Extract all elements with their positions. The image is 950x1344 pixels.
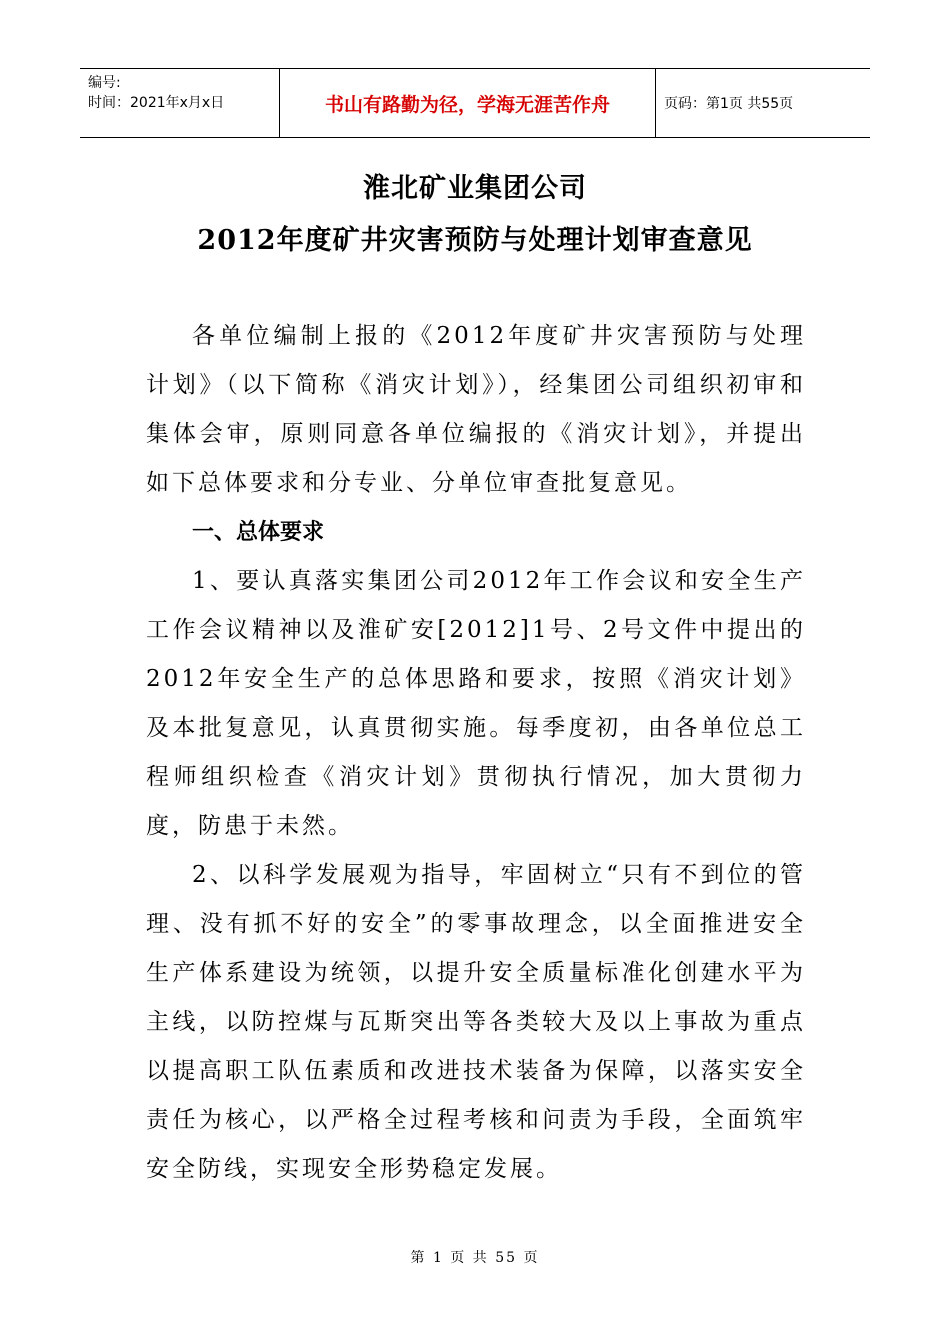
- header-meta-cell: [80, 69, 280, 137]
- document-title-line1: 淮北矿业集团公司: [363, 173, 587, 204]
- page-footer: 第 1 页 共 55 页: [410, 1250, 540, 1266]
- paragraph-item-1: 1、要认真落实集团公司2012年工作会议和安全生产工作会议精神以及淮矿安[2012]1号、2号文件中提出的2012年安全生产的总体思路和要求，按照《消灾计划》及本批复意见，认真贯彻实施。每季度初，由各单位总工程师组织检查《消灾计划》贯彻执行情况，加大贯彻力度，防患于未然。: [146, 568, 806, 839]
- paragraph-item-2: 2、以科学发展观为指导，牢固树立“只有不到位的管理、没有抓不好的安全”的零事故理念，以全面推进安全生产体系建设为统领，以提升安全质量标准化创建水平为主线，以防控煤与瓦斯突出等各类较大及以上事故为重点以提高职工队伍素质和改进技术装备为保障，以落实安全责任为核心，以严格全过程考核和问责为手段，全面筑牢安全防线，实现安全形势稳定发展。: [146, 862, 806, 1182]
- page-code: 页码：第1页 共55页: [664, 96, 794, 112]
- header-table: [80, 68, 870, 138]
- document-body: [146, 312, 806, 1194]
- document-title-line2: 2012年度矿井灾害预防与处理计划审查意见: [197, 225, 753, 256]
- time-label: 时间：2021年x月x日: [88, 95, 225, 111]
- motto-text: 书山有路勤为径，学海无涯苦作舟: [324, 93, 610, 116]
- header-motto-cell: [280, 69, 656, 137]
- section-heading: 一、总体要求: [192, 520, 325, 545]
- paragraph-intro: 各单位编制上报的《2012年度矿井灾害预防与处理计划》（以下简称《消灾计划》），经集团公司组织初审和集体会审，原则同意各单位编报的《消灾计划》，并提出如下总体要求和分专业、分单位审查批复意见。: [146, 323, 806, 496]
- number-label: 编号:: [88, 75, 121, 91]
- header-page-cell: [656, 69, 870, 137]
